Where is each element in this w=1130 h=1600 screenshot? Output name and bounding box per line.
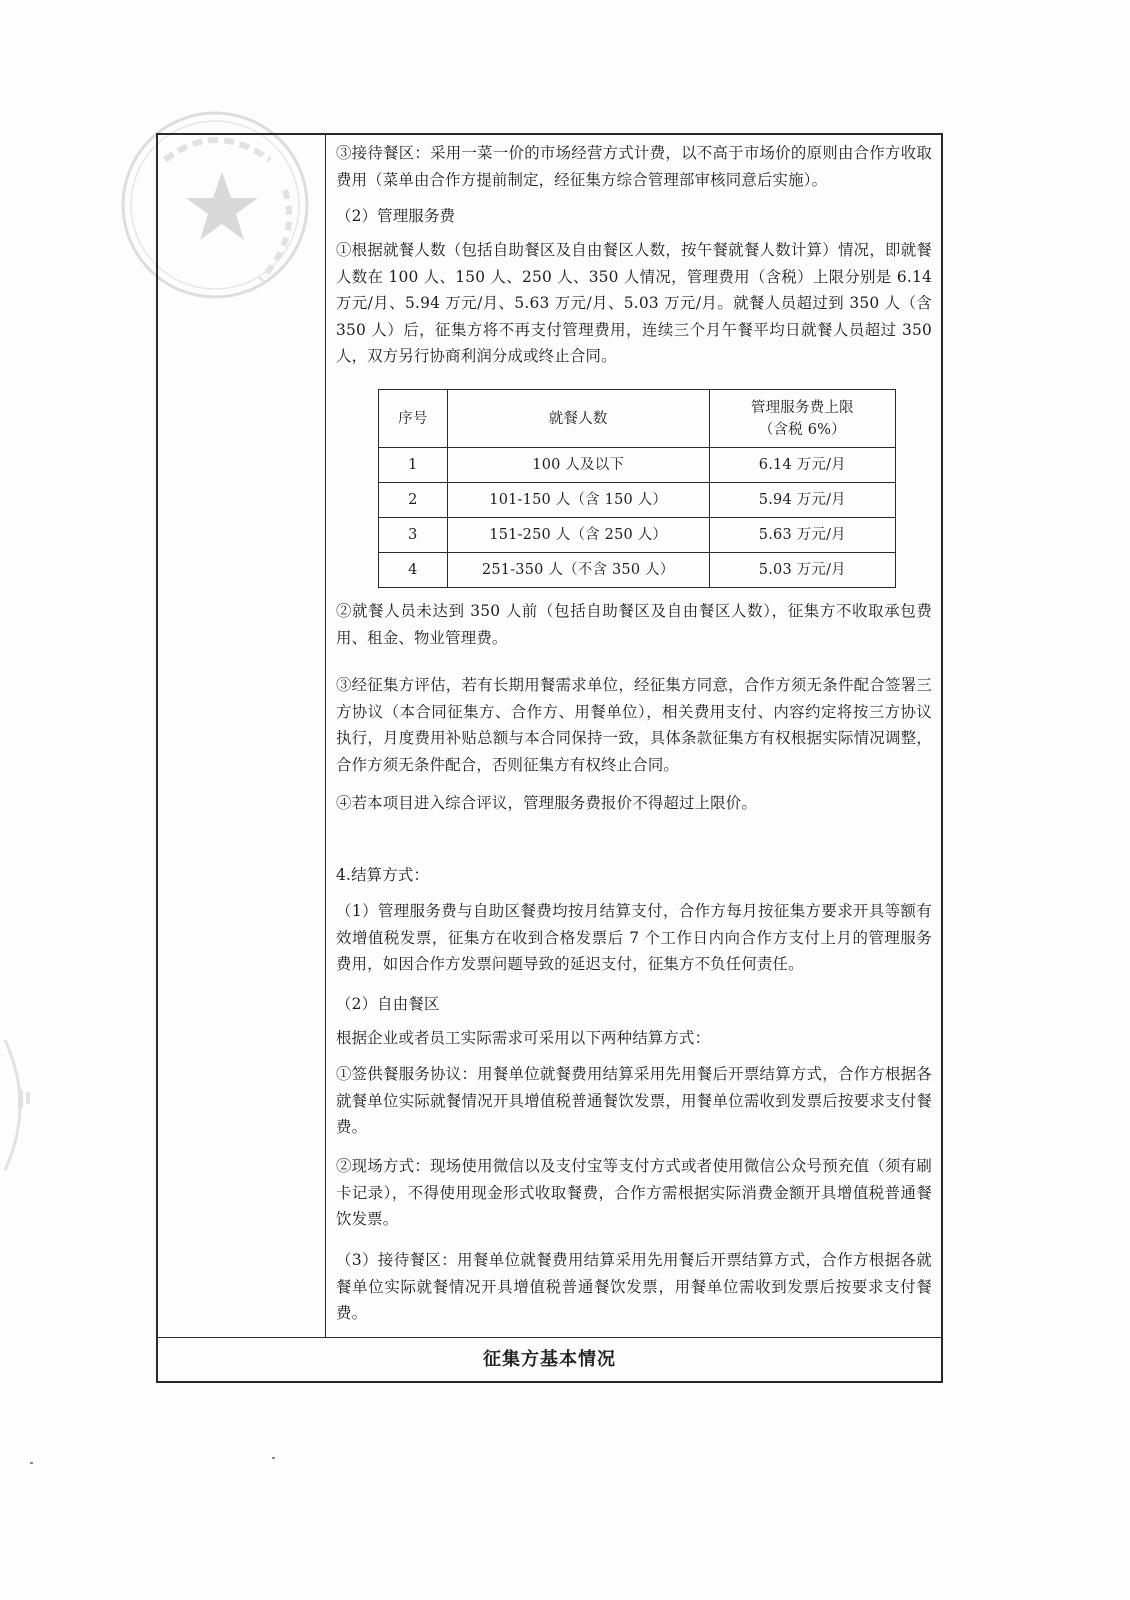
cell-fee: 5.63 万元/月 <box>709 518 895 553</box>
cell-diner-count: 100 人及以下 <box>447 448 709 483</box>
cell-no: 1 <box>379 448 448 483</box>
fee-table <box>378 389 896 588</box>
cell-fee: 5.03 万元/月 <box>709 553 895 588</box>
paragraph-onsite-payment: ②现场方式：现场使用微信以及支付宝等支付方式或者使用微信公众号预充值（须有刷卡记录），不得使用现金形式收取餐费，合作方需根据实际消费金额开具增值税普通餐饮发票。 <box>336 1157 932 1228</box>
paragraph-two-methods: 根据企业或者员工实际需求可采用以下两种结算方式： <box>336 1029 711 1047</box>
table-row <box>379 553 896 588</box>
document-table <box>156 133 943 1383</box>
header-fee-cap-line1: 管理服务费上限 <box>750 399 854 416</box>
fee-table-header <box>379 390 896 448</box>
cell-no: 4 <box>379 553 448 588</box>
cell-diner-count: 101-150 人（含 150 人） <box>447 483 709 518</box>
header-no: 序号 <box>379 390 448 448</box>
cell-diner-count: 251-350 人（不含 350 人） <box>447 553 709 588</box>
heading-free-area: （2）自由餐区 <box>336 995 440 1013</box>
content-cell <box>336 135 932 1337</box>
paragraph-tripartite: ③经征集方评估，若有长期用餐需求单位，经征集方同意，合作方须无条件配合签署三方协议（本合同征集方、合作方、用餐单位），相关费用支付、内容约定将按三方协议执行，月度费用补贴总额与本合同保持一致，具体条款征集方有权根据实际情况调整，合作方须无条件配合，否则征集方有权终止合同。 <box>336 676 932 774</box>
scan-speck <box>272 1457 275 1459</box>
paragraph-reception-settlement: （3）接待餐区：用餐单位就餐费用结算采用先用餐后开票结算方式，合作方根据各就餐单位实际就餐情况开具增值税普通餐饮发票，用餐单位需收到发票后按要求支付餐费。 <box>336 1251 932 1322</box>
paragraph-no-rent: ②就餐人员未达到 350 人前（包括自助餐区及自由餐区人数），征集方不收取承包费用、租金、物业管理费。 <box>336 602 932 647</box>
header-fee-cap-line2: （含税 6%） <box>758 421 846 438</box>
paragraph-price-cap: ④若本项目进入综合评议，管理服务费报价不得超过上限价。 <box>336 794 757 812</box>
scan-speck <box>30 1462 33 1464</box>
paragraph-monthly-settlement: （1）管理服务费与自助区餐费均按月结算支付，合作方每月按征集方要求开具等额有效增值税发票，征集方在收到合格发票后 7 个工作日内向合作方支付上月的管理服务费用，如因合作方发票问题导致的延迟支付，征集方不负任何责任。 <box>336 902 932 973</box>
heading-management-fee: （2）管理服务费 <box>336 207 456 225</box>
cell-no: 2 <box>379 483 448 518</box>
header-diner-count: 就餐人数 <box>447 390 709 448</box>
cell-fee: 6.14 万元/月 <box>709 448 895 483</box>
paragraph-fee-tiers: ①根据就餐人数（包括自助餐区及自由餐区人数，按午餐就餐人数计算）情况，即就餐人数在 100 人、150 人、250 人、350 人情况，管理费用（含税）上限分别是 6.14 万元/月、5.94 万元/月、5.63 万元/月、5.03 万元/月。就餐人员超过到 350 人（含 350 人）后，征集方将不再支付管理费用，连续三个月午餐平均日就餐人员超过 350 人，双方另行协商利润分成或终止合同。 <box>336 241 932 365</box>
paragraph-catering-agreement: ①签供餐服务协议：用餐单位就餐费用结算采用先用餐后开票结算方式，合作方根据各就餐单位实际就餐情况开具增值税普通餐饮发票，用餐单位需收到发票后按要求支付餐费。 <box>336 1065 932 1136</box>
cell-diner-count: 151-250 人（含 250 人） <box>447 518 709 553</box>
cell-no: 3 <box>379 518 448 553</box>
table-row <box>379 448 896 483</box>
cell-fee: 5.94 万元/月 <box>709 483 895 518</box>
header-fee-cap <box>709 390 895 448</box>
table-row <box>379 518 896 553</box>
label-column <box>158 135 326 1337</box>
table-row <box>379 483 896 518</box>
paragraph-reception-area: ③接待餐区：采用一菜一价的市场经营方式计费，以不高于市场价的原则由合作方收取费用（菜单由合作方提前制定，经征集方综合管理部审核同意后实施）。 <box>336 144 932 189</box>
heading-settlement: 4.结算方式： <box>336 866 430 884</box>
section-title-row: 征集方基本情况 <box>158 1337 941 1383</box>
